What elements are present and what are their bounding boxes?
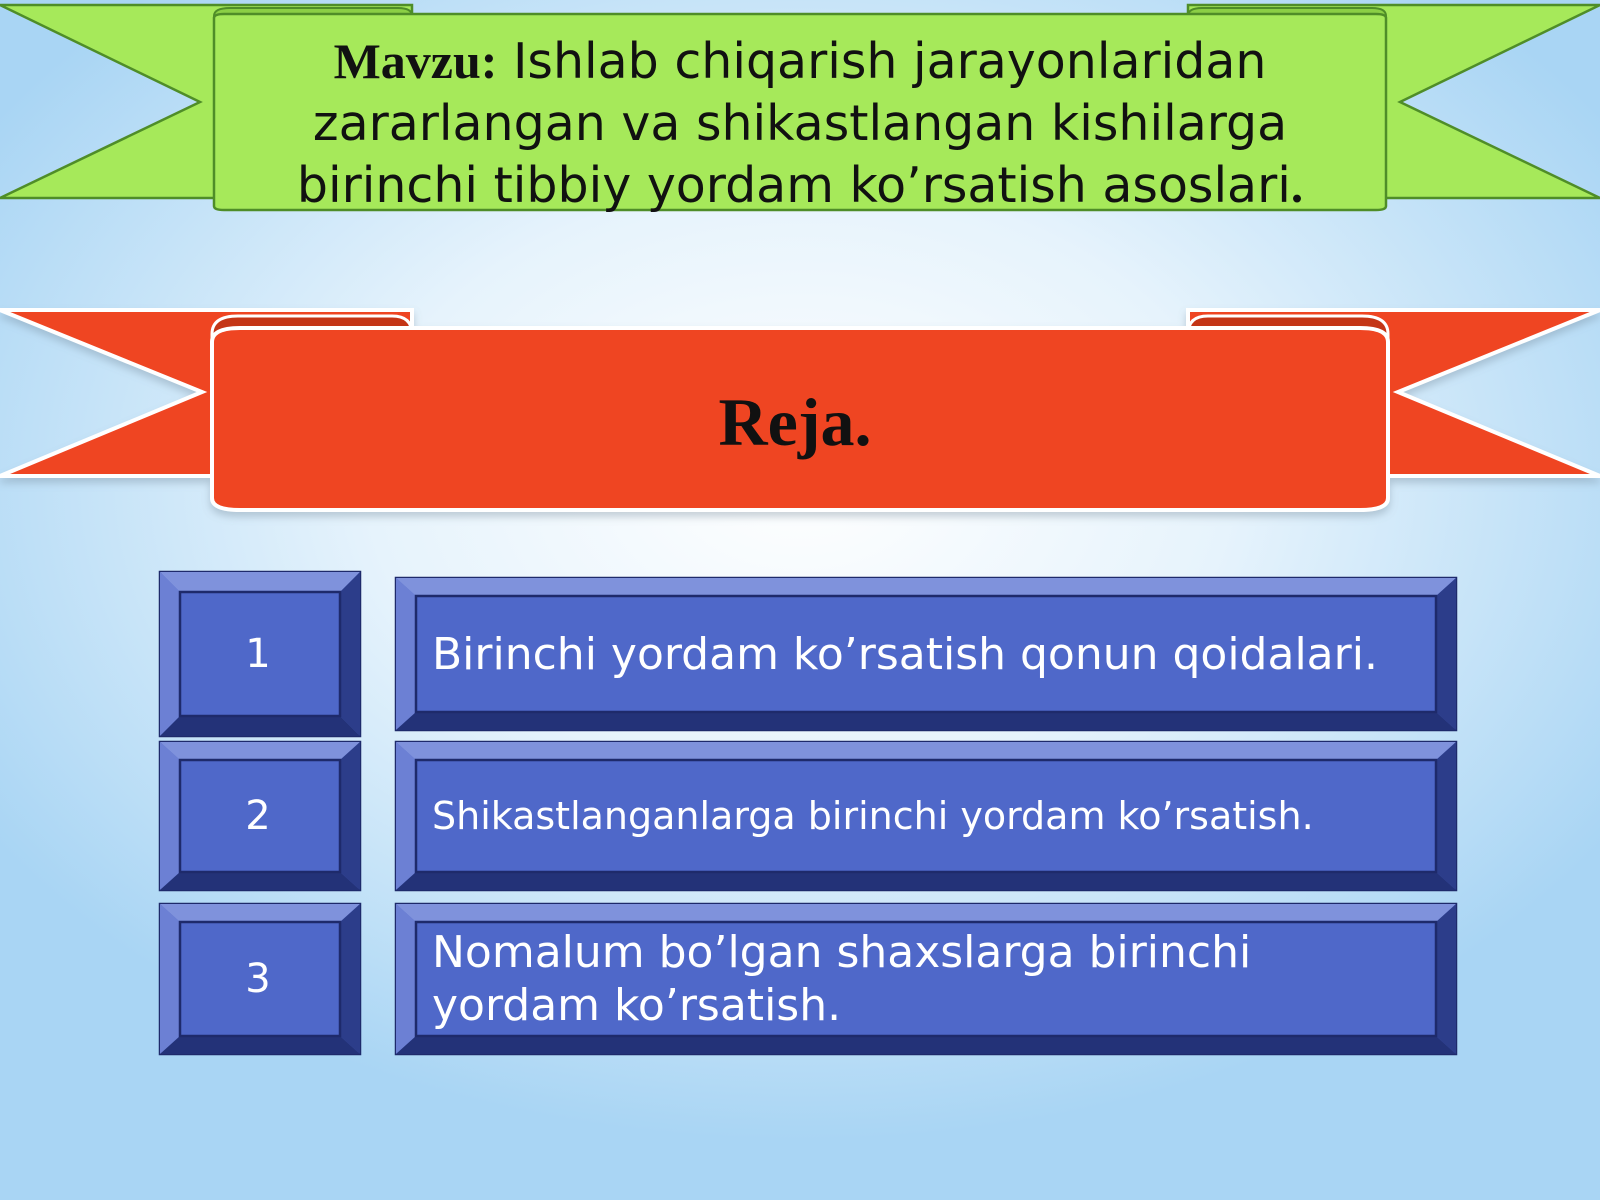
topic-line-3-text: birinchi tibbiy yordam koʼrsatish asoslari (296, 157, 1291, 214)
topic-heading (230, 30, 1370, 217)
plan-title: Reja. (718, 384, 872, 460)
item-number-3: 3 (245, 956, 271, 1002)
item-number-2: 2 (245, 793, 271, 839)
item-number-1: 1 (245, 631, 271, 677)
topic-line-1 (230, 30, 1370, 93)
topic-line-2: zararlangan va shikastlangan kishilarga (312, 95, 1288, 152)
topic-lead-label: Mavzu: (333, 33, 498, 89)
item-text-3: Nomalum boʼlgan shaxslarga birinchi yordam koʼrsatish. (432, 927, 1252, 1031)
topic-line-3 (230, 155, 1370, 217)
item-text-2: Shikastlanganlarga birinchi yordam koʼrsatish. (432, 793, 1314, 838)
topic-line-1-text: Ishlab chiqarish jarayonlaridan (497, 33, 1267, 90)
item-text-1: Birinchi yordam koʼrsatish qonun qoidalari. (432, 628, 1378, 680)
topic-line-3-period: . (1290, 158, 1304, 213)
